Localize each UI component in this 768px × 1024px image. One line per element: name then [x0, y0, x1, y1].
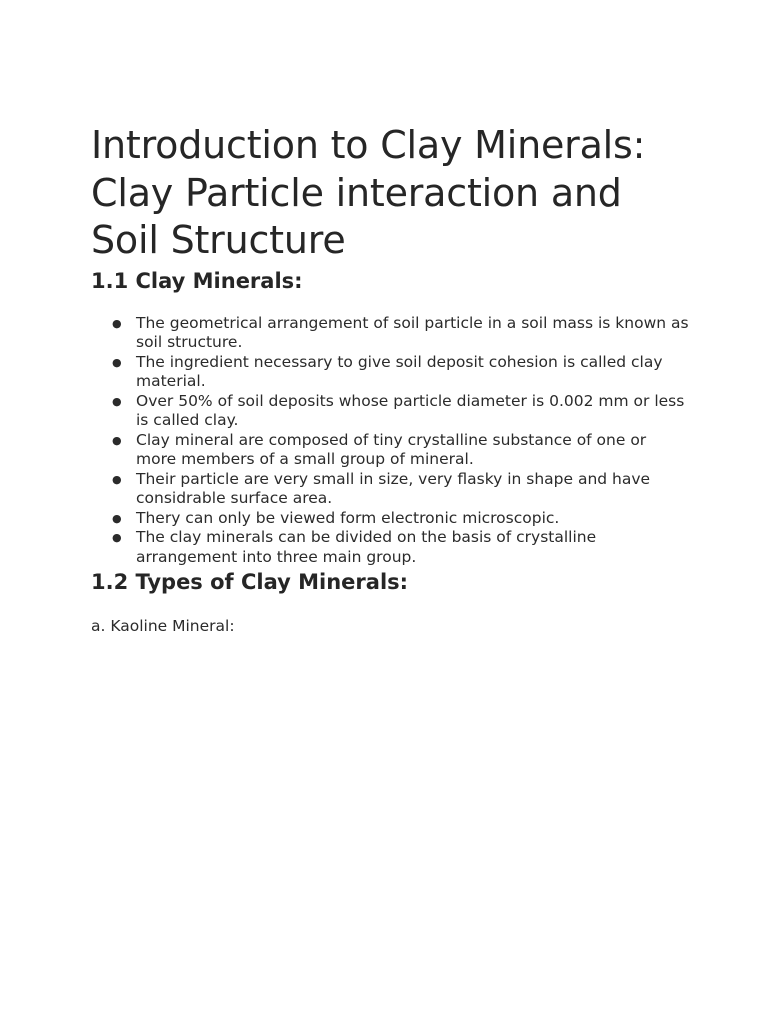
- list-item: [112, 430, 691, 470]
- list-item-text: Clay mineral are composed of tiny crystalline substance of one or more members of a small group of mineral.: [136, 430, 647, 468]
- list-item: [112, 313, 691, 353]
- bullet-icon: ●: [112, 316, 122, 330]
- list-item-text: Thery can only be viewed form electronic microscopic.: [136, 508, 560, 527]
- list-item: [112, 508, 691, 529]
- list-item: [112, 469, 691, 509]
- bullet-icon: ●: [112, 433, 122, 447]
- bullet-icon: ●: [112, 472, 122, 486]
- list-item: [112, 528, 691, 567]
- list-item-text: Over 50% of soil deposits whose particle diameter is 0.002 mm or less is called clay.: [136, 391, 685, 429]
- list-item: [112, 391, 691, 431]
- list-item-text: Their particle are very small in size, very flasky in shape and have considrable surface area.: [136, 469, 651, 507]
- bullet-icon: ●: [112, 394, 122, 408]
- document-page: [91, 122, 691, 636]
- bullet-icon: ●: [112, 531, 122, 544]
- section-heading-clay-minerals: 1.1 Clay Minerals:: [91, 268, 303, 293]
- clay-minerals-bullet-list: [91, 314, 691, 568]
- document-title: Introduction to Clay Minerals: Clay Particle interaction and Soil Structure: [91, 123, 646, 262]
- subsection-label-kaoline: a. Kaoline Mineral:: [91, 617, 235, 635]
- list-item-text: The clay minerals can be divided on the basis of crystalline arrangement into three main group.: [136, 528, 597, 566]
- bullet-icon: ●: [112, 511, 122, 525]
- list-item: [112, 352, 691, 392]
- bullet-icon: ●: [112, 355, 122, 369]
- section-heading-types-of-clay-minerals: 1.2 Types of Clay Minerals:: [91, 570, 409, 594]
- list-item-text: The geometrical arrangement of soil particle in a soil mass is known as soil structure.: [136, 313, 689, 351]
- list-item-text: The ingredient necessary to give soil deposit cohesion is called clay material.: [136, 352, 663, 390]
